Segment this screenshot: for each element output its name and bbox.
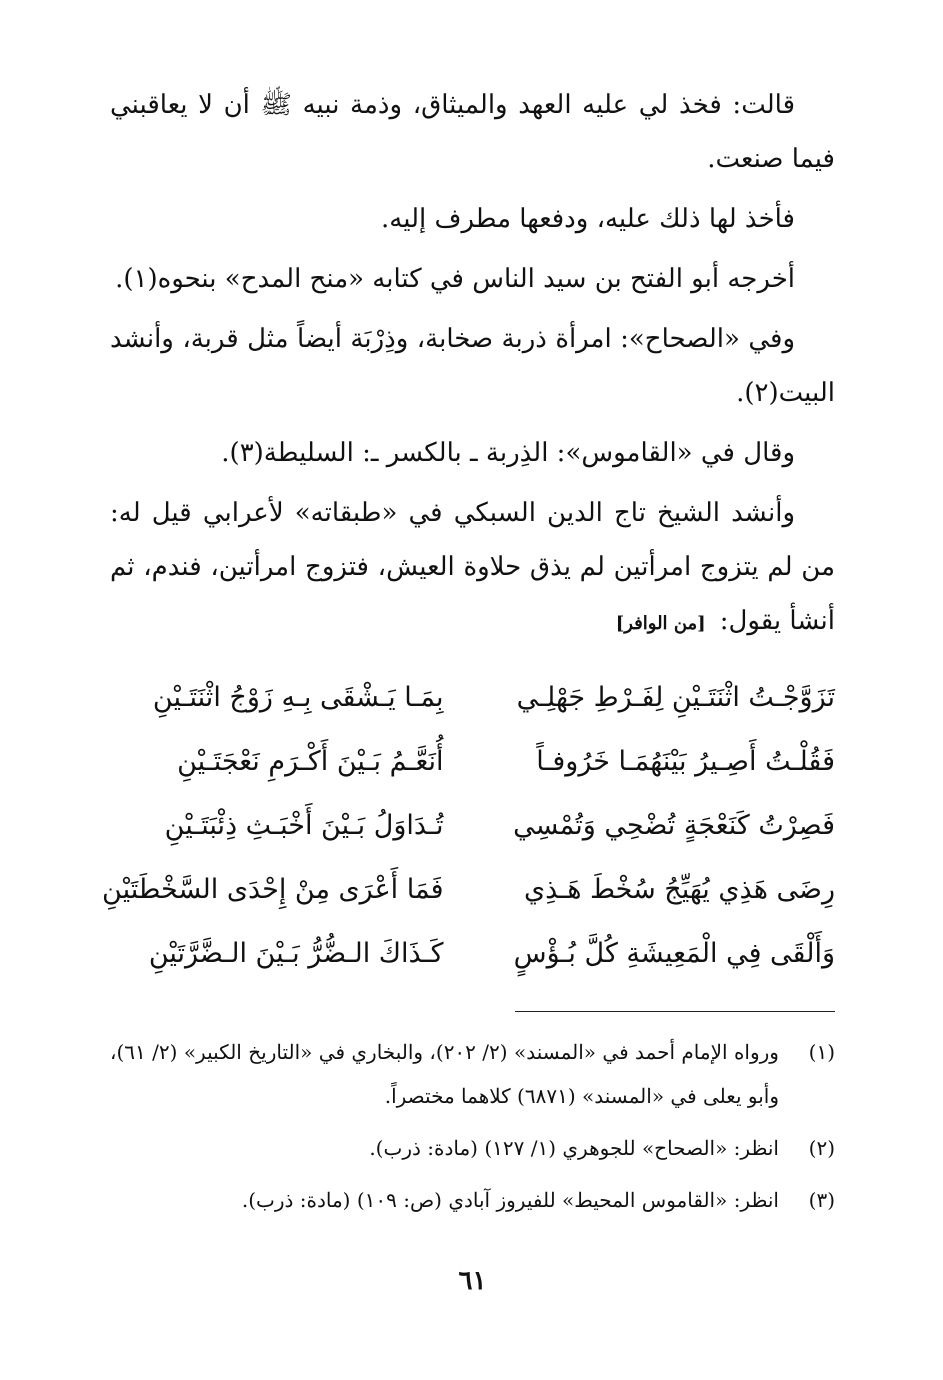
verse-first-hemistich: وَأَلْقَى فِي الْمَعِيشَةِ كُلَّ بُـؤْسٍ: [513, 937, 835, 969]
page-number: ٦١: [458, 1266, 487, 1296]
footnote: [110, 1030, 835, 1118]
paragraph-5: وقال في «القاموس»: الذِربة ـ بالكسر ـ: السليطة(٣).: [221, 438, 795, 468]
footnote-number: (٣): [808, 1188, 835, 1212]
footnote-text: انظر: «القاموس المحيط» للفيروز آبادي (ص: ١٠٩) (مادة: ذرب).: [241, 1188, 779, 1212]
footnote-text: ورواه الإمام أحمد في «المسند» (٢/ ٢٠٢)، والبخاري في «التاريخ الكبير» (٢/ ٦١)، وأبو يعلى في «المسند» (٦٨٧١) كلاهما مختصراً.: [110, 1040, 779, 1108]
paragraph-3: أخرجه أبو الفتح بن سيد الناس في كتابه «منح المدح» بنحوه(١).: [115, 264, 795, 294]
paragraph-6-text: وأنشد الشيخ تاج الدين السبكي في «طبقاته» لأعرابي قيل له: من لم يتزوج امرأتين لم يذق حلاوة العيش، فتزوج امرأتين، فندم، ثم أنشأ يقول:: [110, 498, 835, 636]
poem-verse: [102, 857, 835, 921]
verse-second-hemistich: أُنَعَّـمُ بَـيْنَ أَكْـرَمِ نَعْجَتَـيْنِ: [177, 745, 444, 777]
verse-first-hemistich: فَقُلْـتُ أَصِـيرُ بَيْنَهُمَـا خَرُوفـاً: [536, 745, 835, 777]
footnote: [110, 1126, 835, 1170]
footnote: [110, 1178, 835, 1222]
page-body: [102, 78, 835, 1380]
paragraph-1: قالت: فخذ لي عليه العهد والميثاق، وذمة نبيه ﷺ أن لا يعاقبني فيما صنعت.: [110, 90, 835, 174]
verse-first-hemistich: فَصِرْتُ كَنَعْجَةٍ تُضْحِي وَتُمْسِي: [513, 809, 835, 841]
verse-second-hemistich: تُـدَاوَلُ بَـيْنَ أَخْبَـثِ ذِئْبَتَـيْنِ: [164, 809, 444, 841]
verse-first-hemistich: رِضَى هَذِي يُهَيِّجُ سُخْطَ هَـذِي: [523, 873, 835, 905]
verse-second-hemistich: فَمَا أَعْرَى مِنْ إِحْدَى السَّخْطَتَيْنِ: [102, 873, 444, 905]
footnote-text: انظر: «الصحاح» للجوهري (١/ ١٢٧) (مادة: ذرب).: [369, 1136, 779, 1160]
footnote-number: (٢): [808, 1136, 835, 1160]
footnotes: [110, 1030, 835, 1222]
poem: [102, 665, 835, 985]
verse-first-hemistich: تَزَوَّجْـتُ اثْنَتَـيْنِ لِفَـرْطِ جَهْلِـي: [516, 681, 835, 713]
paragraph-6: [110, 486, 835, 651]
footnote-number: (١): [808, 1040, 835, 1064]
poem-verse: [110, 793, 835, 857]
poem-verse: [110, 921, 835, 985]
verse-second-hemistich: كَـذَاكَ الـضُّرُّ بَـيْنَ الـضَّرَّتَيْنِ: [148, 937, 444, 969]
paragraph-4: وفي «الصحاح»: امرأة ذربة صخابة، وذِرْبَة أيضاً مثل قربة، وأنشد البيت(٢).: [110, 324, 835, 408]
poem-verse: [110, 665, 835, 729]
footnote-divider: [515, 1011, 835, 1012]
verse-second-hemistich: بِمَـا يَـشْقَى بِـهِ زَوْجُ اثْنَتَـيْنِ: [152, 681, 444, 713]
poem-meter: [من الوافر]: [615, 613, 706, 634]
poem-verse: [110, 729, 835, 793]
paragraph-2: فأخذ لها ذلك عليه، ودفعها مطرف إليه.: [381, 204, 795, 234]
